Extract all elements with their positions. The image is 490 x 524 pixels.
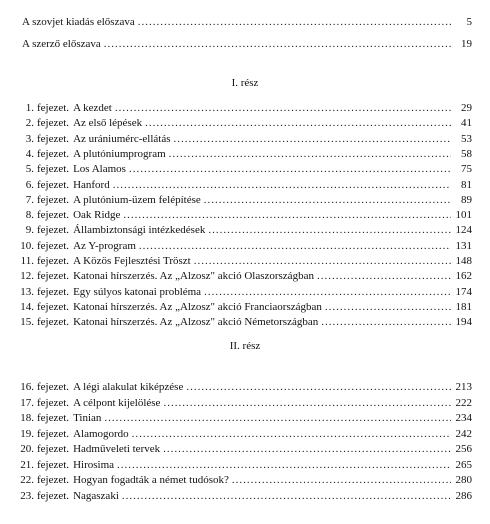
entry-title: A szovjet kiadás előszava bbox=[22, 16, 135, 28]
chapter-title: Az urániumérc-ellátás bbox=[73, 132, 171, 145]
chapter-number: 3. bbox=[25, 132, 34, 145]
toc-chapter-entry bbox=[8, 427, 472, 441]
toc-chapter-entry bbox=[8, 132, 472, 146]
chapter-word: fejezet. bbox=[37, 427, 70, 440]
chapter-page-number: 222 bbox=[455, 396, 472, 409]
dot-leader bbox=[194, 254, 451, 268]
chapter-number: 10. bbox=[20, 239, 34, 252]
toc-chapter-entry bbox=[8, 458, 472, 472]
chapter-number: 5. bbox=[25, 163, 34, 176]
chapter-number: 12. bbox=[20, 270, 34, 283]
toc-chapter-entry bbox=[8, 269, 472, 283]
chapter-page-number: 89 bbox=[461, 193, 472, 206]
chapter-title: Egy súlyos katonai probléma bbox=[73, 285, 202, 298]
toc-chapter-entry bbox=[8, 380, 472, 394]
chapter-word: fejezet. bbox=[37, 474, 70, 486]
chapter-page-number: 148 bbox=[455, 255, 472, 267]
dot-leader bbox=[321, 315, 451, 329]
toc-front-entry bbox=[22, 15, 472, 29]
chapter-word: fejezet. bbox=[37, 193, 70, 206]
chapter-page-number: 41 bbox=[461, 117, 472, 130]
chapter-word: fejezet. bbox=[37, 255, 70, 267]
chapter-number: 19. bbox=[20, 427, 34, 440]
chapter-word: fejezet. bbox=[37, 316, 70, 329]
chapter-word: fejezet. bbox=[37, 300, 70, 313]
dot-leader bbox=[129, 162, 451, 176]
chapter-title: Nagaszaki bbox=[73, 489, 119, 502]
chapter-word: fejezet. bbox=[37, 270, 70, 283]
dot-leader bbox=[138, 15, 451, 29]
dot-leader bbox=[163, 442, 451, 456]
part-heading: II. rész bbox=[229, 340, 261, 352]
chapter-title: Az első lépések bbox=[73, 117, 143, 130]
toc-chapter-entry bbox=[8, 411, 472, 425]
toc-chapter-entry bbox=[8, 315, 472, 329]
chapter-word: fejezet. bbox=[37, 163, 70, 176]
toc-chapter-entry bbox=[8, 396, 472, 410]
chapter-word: fejezet. bbox=[37, 489, 70, 502]
chapter-title: A Közös Fejlesztési Tröszt bbox=[73, 255, 191, 267]
chapter-page-number: 58 bbox=[461, 147, 472, 160]
chapter-number: 9. bbox=[25, 224, 34, 237]
dot-leader bbox=[132, 427, 451, 441]
dot-leader bbox=[117, 458, 451, 472]
toc-chapter-entry bbox=[8, 101, 472, 115]
toc-chapter-entry bbox=[8, 162, 472, 176]
chapter-page-number: 75 bbox=[461, 163, 472, 176]
dot-leader bbox=[123, 208, 451, 222]
chapter-title: Oak Ridge bbox=[73, 209, 121, 222]
chapter-number: 17. bbox=[20, 396, 34, 409]
chapter-word: fejezet. bbox=[37, 443, 70, 455]
chapter-number: 1. bbox=[25, 102, 34, 114]
dot-leader bbox=[163, 396, 451, 410]
toc-chapter-entry bbox=[8, 442, 472, 456]
chapter-page-number: 101 bbox=[455, 209, 472, 222]
chapter-title: A légi alakulat kiképzése bbox=[73, 381, 184, 393]
chapter-number: 7. bbox=[25, 193, 34, 206]
chapter-title: A célpont kijelölése bbox=[73, 396, 161, 409]
chapter-number: 8. bbox=[25, 209, 34, 222]
chapter-page-number: 265 bbox=[455, 458, 472, 471]
part-heading: I. rész bbox=[231, 77, 259, 89]
toc-chapter-entry bbox=[8, 193, 472, 207]
chapter-number: 2. bbox=[25, 117, 34, 130]
chapter-page-number: 242 bbox=[455, 427, 472, 440]
chapter-number: 18. bbox=[20, 412, 34, 424]
chapter-number: 22. bbox=[20, 474, 34, 486]
dot-leader bbox=[186, 380, 451, 394]
chapter-number: 16. bbox=[20, 381, 34, 393]
chapter-title: Los Alamos bbox=[73, 163, 126, 176]
dot-leader bbox=[232, 473, 451, 487]
chapter-page-number: 286 bbox=[455, 489, 472, 502]
chapter-word: fejezet. bbox=[37, 239, 70, 252]
dot-leader bbox=[115, 101, 451, 115]
entry-title: A szerző előszava bbox=[22, 38, 101, 50]
chapter-word: fejezet. bbox=[37, 458, 70, 471]
chapter-title: Hogyan fogadták a német tudósok? bbox=[73, 474, 229, 486]
dot-leader bbox=[173, 132, 451, 146]
chapter-title: Katonai hírszerzés. Az „Alzosz" akció Németországban bbox=[73, 316, 319, 329]
chapter-title: A kezdet bbox=[73, 102, 112, 114]
chapter-page-number: 29 bbox=[461, 102, 472, 114]
dot-leader bbox=[204, 285, 451, 299]
chapter-page-number: 162 bbox=[455, 270, 472, 283]
chapter-page-number: 234 bbox=[455, 412, 472, 424]
dot-leader bbox=[317, 269, 451, 283]
dot-leader bbox=[325, 300, 451, 314]
chapter-number: 23. bbox=[20, 489, 34, 502]
chapter-title: Katonai hírszerzés. Az „Alzosz" akció Franciaországban bbox=[73, 300, 322, 313]
chapter-word: fejezet. bbox=[37, 147, 70, 160]
toc-chapter-entry bbox=[8, 178, 472, 192]
chapter-word: fejezet. bbox=[37, 381, 70, 393]
toc-chapter-entry bbox=[8, 473, 472, 487]
chapter-number: 15. bbox=[20, 316, 34, 329]
chapter-word: fejezet. bbox=[37, 396, 70, 409]
chapter-word: fejezet. bbox=[37, 178, 70, 191]
chapter-title: Hirosima bbox=[73, 458, 115, 471]
dot-leader bbox=[139, 239, 451, 253]
dot-leader bbox=[204, 193, 451, 207]
chapter-word: fejezet. bbox=[37, 209, 70, 222]
toc-chapter-entry bbox=[8, 285, 472, 299]
chapter-number: 21. bbox=[20, 458, 34, 471]
dot-leader bbox=[104, 37, 451, 51]
chapter-word: fejezet. bbox=[37, 285, 70, 298]
chapter-page-number: 280 bbox=[455, 474, 472, 486]
dot-leader bbox=[208, 223, 451, 237]
chapter-page-number: 213 bbox=[455, 381, 472, 393]
dot-leader bbox=[104, 411, 451, 425]
chapter-number: 13. bbox=[20, 285, 34, 298]
chapter-page-number: 53 bbox=[461, 132, 472, 145]
chapter-title: Hadműveleti tervek bbox=[73, 443, 161, 455]
chapter-number: 6. bbox=[25, 178, 34, 191]
chapter-word: fejezet. bbox=[37, 224, 70, 237]
dot-leader bbox=[169, 147, 451, 161]
toc-chapter-entry bbox=[8, 489, 472, 503]
chapter-title: Katonai hírszerzés. Az „Alzosz" akció Olaszországban bbox=[73, 270, 314, 283]
chapter-page-number: 124 bbox=[455, 224, 472, 237]
chapter-word: fejezet. bbox=[37, 117, 70, 130]
toc-chapter-entry bbox=[8, 300, 472, 314]
toc-chapter-entry bbox=[8, 254, 472, 268]
chapter-page-number: 194 bbox=[455, 316, 472, 329]
chapter-number: 4. bbox=[25, 147, 34, 160]
toc-chapter-entry bbox=[8, 208, 472, 222]
chapter-number: 14. bbox=[20, 300, 34, 313]
chapter-page-number: 131 bbox=[455, 239, 472, 252]
chapter-title: Az Y-program bbox=[73, 239, 136, 252]
toc-chapter-entry bbox=[8, 239, 472, 253]
chapter-page-number: 174 bbox=[455, 285, 472, 298]
chapter-title: A plutónium-üzem felépítése bbox=[73, 193, 201, 206]
chapter-title: Alamogordo bbox=[73, 427, 129, 440]
chapter-title: Hanford bbox=[73, 178, 110, 191]
dot-leader bbox=[113, 178, 451, 192]
entry-page-number: 19 bbox=[461, 38, 472, 50]
toc-chapter-entry bbox=[8, 223, 472, 237]
chapter-word: fejezet. bbox=[37, 102, 70, 114]
toc-chapter-entry bbox=[8, 116, 472, 130]
entry-page-number: 5 bbox=[466, 16, 472, 28]
chapter-word: fejezet. bbox=[37, 132, 70, 145]
chapter-page-number: 181 bbox=[455, 300, 472, 313]
toc-chapter-entry bbox=[8, 147, 472, 161]
chapter-title: Tinian bbox=[73, 412, 102, 424]
chapter-number: 20. bbox=[20, 443, 34, 455]
dot-leader bbox=[122, 489, 451, 503]
chapter-word: fejezet. bbox=[37, 412, 70, 424]
chapter-title: A plutóniumprogram bbox=[73, 147, 166, 160]
toc-front-entry bbox=[22, 37, 472, 51]
chapter-page-number: 256 bbox=[455, 443, 472, 455]
chapter-number: 11. bbox=[20, 255, 34, 267]
dot-leader bbox=[145, 116, 451, 130]
chapter-page-number: 81 bbox=[461, 178, 472, 191]
chapter-title: Állambiztonsági intézkedések bbox=[73, 224, 206, 237]
